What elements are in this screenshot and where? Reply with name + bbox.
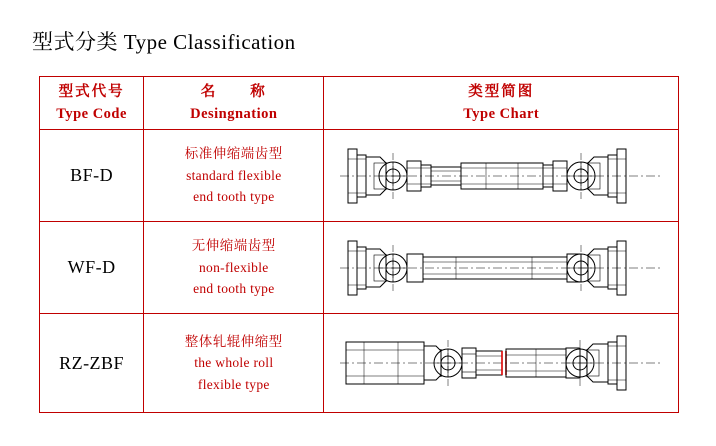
designation-en-line1: non-flexible [199,259,269,275]
designation-en-line2: flexible type [197,376,270,392]
table-row [40,314,679,413]
cell-designation [144,130,324,222]
type-classification-table [39,76,679,413]
driveshaft-standard-flexible-diagram [324,130,678,221]
cell-type-code: BF-D [40,130,144,222]
designation-en-line2: end tooth type [193,281,275,297]
driveshaft-non-flexible-diagram [324,222,678,313]
designation-cn: 无伸缩端齿型 [191,238,276,254]
header-designation-en: Desingnation [190,106,278,122]
cell-type-chart [324,222,679,314]
table-body [40,130,679,413]
header-designation [144,77,324,130]
designation-en-line2: end tooth type [193,189,275,205]
table-row [40,222,679,314]
cell-designation [144,222,324,314]
cell-type-code: WF-D [40,222,144,314]
designation-cn: 整体轧辊伸缩型 [184,333,283,349]
header-type-code [40,77,144,130]
designation-cn: 标准伸缩端齿型 [184,146,283,162]
driveshaft-whole-roll-flexible-diagram [324,314,678,412]
header-type-chart-en: Type Chart [463,106,540,122]
table-header-row [40,77,679,130]
table-row [40,130,679,222]
header-type-chart-cn: 类型简图 [468,83,535,100]
page-title: 型式分类 Type Classification [32,30,296,54]
designation-en-line1: the whole roll [194,355,274,371]
table-header [40,77,679,130]
header-type-chart [324,77,679,130]
header-type-code-cn: 型式代号 [58,83,125,100]
cell-designation [144,314,324,413]
cell-type-chart [324,314,679,413]
cell-type-chart [324,130,679,222]
header-designation-cn: 名 称 [200,83,267,100]
header-type-code-en: Type Code [56,106,127,122]
designation-en-line1: standard flexible [186,167,282,183]
cell-type-code: RZ-ZBF [40,314,144,413]
